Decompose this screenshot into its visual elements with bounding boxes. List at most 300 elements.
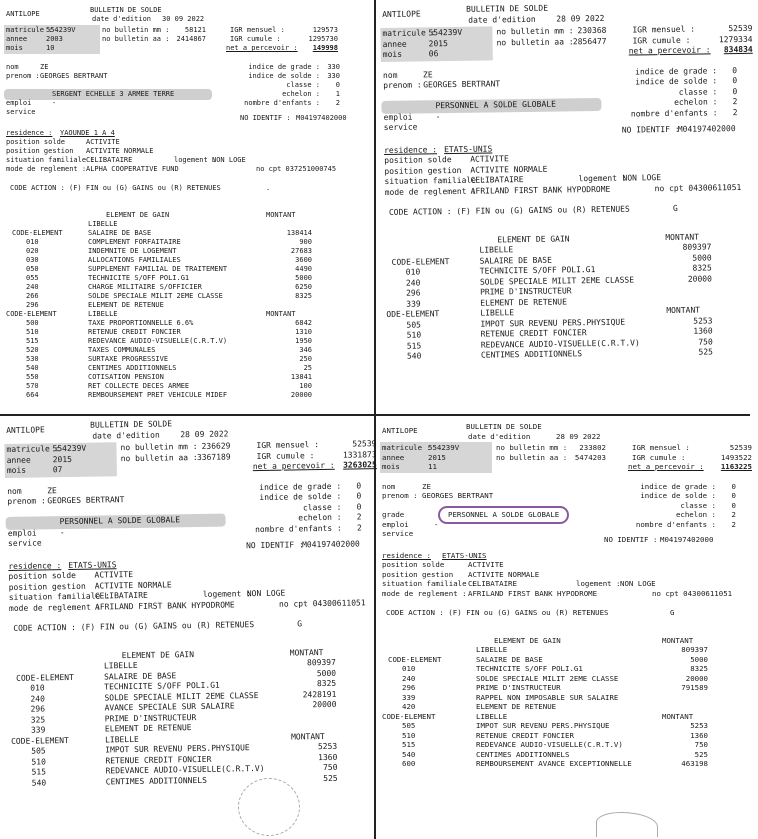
retenue-libelle: RET COLLECTE DECES ARMEE	[88, 382, 190, 390]
situation-value: CELIBATAIRE	[470, 175, 524, 185]
payslip-title: BULLETIN DE SOLDE	[466, 3, 549, 14]
code-action-suffix: G	[672, 203, 678, 213]
retenue-code: 510	[402, 730, 416, 740]
gain-libelle: SOLDE SPECIALE MILIT 2EME CLASSE	[479, 274, 635, 287]
gain-montant-header: MONTANT	[289, 647, 324, 658]
no-bulletin-aa-value: 2414867	[176, 35, 206, 43]
retenue-libelle: CENTIMES ADDITIONNELS	[88, 364, 177, 372]
nom-value: ZE	[422, 69, 433, 79]
reglement-label: mode de reglement :	[6, 165, 87, 173]
logement-value: NON LOGE	[620, 579, 656, 588]
retenue-code: 515	[406, 340, 422, 351]
gain-code: 296	[402, 683, 416, 692]
echelon-label: echelon :	[298, 512, 342, 523]
gain-amount: 20000	[685, 673, 708, 683]
nom-label: nom	[7, 486, 22, 496]
service-label: service	[7, 538, 42, 548]
gain-libelle: SALAIRE DE BASE	[479, 255, 552, 266]
annee-label: annee	[382, 39, 407, 49]
gain-libelle: COMPLEMENT FORFAITAIRE	[88, 238, 181, 246]
gain-amount: 20000	[687, 273, 712, 284]
echelon-value: 2	[356, 512, 362, 522]
no-bulletin-mm-value: 230368	[577, 25, 607, 36]
logement-label: logement :	[202, 589, 252, 599]
indice-solde-value: 0	[732, 76, 738, 86]
indice-grade-label: indice de grade :	[640, 481, 716, 491]
payslip-jun-2015	[380, 0, 752, 412]
retenue-libelle: REDEVANCE AUDIO-VISUELLE(C.R.T.V)	[105, 763, 265, 776]
retenue-code: 510	[406, 330, 422, 340]
no-bulletin-aa-label: no bulletin aa :	[496, 452, 568, 462]
igr-mensuel-label: IGR mensuel :	[256, 440, 320, 451]
gain-code: 240	[30, 693, 45, 704]
retenue-code-header: CODE-ELEMENT	[11, 735, 69, 746]
net-label: net a percevoir :	[628, 462, 704, 471]
gain-code: 050	[26, 265, 39, 273]
position-gestion-label: position gestion	[8, 581, 86, 592]
enfants-value: 2	[356, 522, 362, 532]
reglement-label: mode de reglement :	[382, 588, 467, 598]
gain-libelle: TECHNICITE S/OFF POLI.G1	[476, 664, 583, 673]
code-action: CODE ACTION : (F) FIN ou (G) GAINS ou (R) RETENUES	[13, 620, 255, 633]
emploi-value: -	[434, 519, 439, 529]
matricule-value: 554239V	[428, 443, 460, 452]
igr-mensuel-value: 52539	[728, 23, 753, 34]
indice-solde-label: indice de solde :	[640, 491, 716, 500]
situation-value: CELIBATAIRE	[94, 590, 148, 601]
residence-value: YAOUNDE 1 A 4	[60, 129, 115, 137]
grade-value: PERSONNEL A SOLDE GLOBALE	[59, 515, 181, 527]
classe-label: classe :	[678, 86, 718, 97]
retenue-amount: 750	[698, 336, 713, 347]
retenue-libelle: REDEVANCE AUDIO-VISUELLE(C.R.T.V)	[480, 337, 640, 350]
gain-header: ELEMENT DE GAIN	[497, 233, 570, 244]
gain-libelle: SALAIRE DE BASE	[104, 670, 177, 681]
indice-solde-label: indice de solde :	[635, 76, 718, 87]
retenue-amount: 5253	[693, 315, 713, 326]
retenue-code: 500	[26, 319, 39, 327]
indice-grade-value: 0	[732, 65, 738, 75]
edition-label: date d'edition	[468, 431, 531, 441]
gain-amount: 8325	[295, 292, 312, 300]
account-number: no cpt 04300611051	[278, 597, 366, 609]
retenue-code: 505	[406, 319, 422, 330]
igr-mensuel-value: 52539	[352, 439, 377, 449]
matricule-value: 554239V	[428, 27, 463, 38]
matricule-value: 554239V	[46, 26, 76, 34]
gain-libelle: AVANCE SPECIALE SUR SALAIRE	[104, 701, 235, 713]
indice-grade-label: indice de grade :	[635, 65, 718, 76]
gain-code: 339	[30, 725, 46, 735]
matricule-label: matricule :	[6, 444, 60, 454]
indice-grade-label: indice de grade :	[248, 63, 320, 71]
prenom-label: prenom :	[383, 80, 422, 90]
identif-label: NO IDENTIF :	[245, 540, 304, 551]
position-solde-label: position solde	[382, 560, 445, 569]
position-solde-label: position solde	[384, 155, 452, 165]
position-gestion-value: ACTIVITE NORMALE	[470, 164, 548, 175]
retenue-libelle-header: LIBELLE	[480, 308, 515, 318]
identif-label: NO IDENTIF :	[240, 114, 291, 122]
gain-amount: 5000	[295, 274, 312, 282]
gain-amount: 8325	[316, 678, 337, 689]
enfants-value: 2	[731, 519, 736, 529]
indice-solde-value: 330	[327, 72, 340, 80]
emploi-label: emploi	[6, 99, 32, 107]
identif-label: NO IDENTIF :	[604, 535, 658, 544]
gain-libelle: RAPPEL NON IMPOSABLE SUR SALAIRE	[476, 692, 619, 702]
igr-cumule-value: 1493522	[720, 452, 752, 462]
gain-amount: 8325	[690, 664, 708, 673]
retenue-libelle: REDEVANCE AUDIO-VISUELLE(C.R.T.V)	[476, 740, 623, 749]
code-action-suffix: G	[297, 619, 303, 629]
gain-code: 240	[402, 673, 416, 683]
retenue-amount: 13841	[290, 373, 312, 381]
account-number: no cpt 037251000745	[256, 165, 337, 173]
emploi-label: emploi	[7, 528, 37, 538]
retenue-libelle: CENTIMES ADDITIONNELS	[476, 749, 570, 759]
gain-code: 339	[402, 692, 416, 702]
gain-libelle: SUPPLEMENT FAMILIAL DE TRAITEMENT	[88, 265, 228, 273]
gain-code-header: CODE-ELEMENT	[391, 256, 450, 267]
igr-cumule-label: IGR cumule :	[230, 35, 281, 43]
annee-label: annee	[6, 35, 28, 43]
gain-libelle: SALAIRE DE BASE	[476, 654, 543, 664]
enfants-value: 2	[335, 99, 340, 107]
retenue-code-header: CODE-ELEMENT	[6, 310, 57, 318]
company-name: ANTILOPE	[6, 10, 40, 18]
prenom-value: GEORGES BERTRANT	[40, 72, 108, 80]
gain-code-header: CODE-ELEMENT	[16, 672, 74, 683]
gain-amount: 20000	[312, 699, 337, 710]
retenue-code: 664	[26, 391, 39, 399]
classe-value: 0	[732, 86, 738, 96]
position-gestion-value: ACTIVITE NORMALE	[94, 579, 172, 591]
identif-value: M04197402000	[296, 114, 347, 122]
retenue-amount: 100	[299, 382, 312, 390]
gain-header: ELEMENT DE GAIN	[106, 211, 170, 219]
retenue-code: 600	[402, 759, 416, 768]
identif-value: M04197402000	[301, 539, 360, 550]
gain-code: 420	[402, 702, 416, 711]
gain-code: 010	[402, 664, 416, 673]
gain-libelle-header: LIBELLE	[88, 220, 118, 228]
service-label: service	[383, 122, 418, 132]
indice-grade-label: indice de grade :	[259, 481, 342, 492]
no-bulletin-mm-value: 58121	[184, 26, 206, 34]
annee-value: 2015	[428, 452, 446, 462]
gain-code: 240	[26, 283, 39, 291]
reglement-value: ALPHA COOPERATIVE FUND	[86, 165, 179, 173]
retenue-amount: 1310	[295, 328, 312, 336]
position-gestion-value: ACTIVITE NORMALE	[468, 569, 540, 579]
grade-value: PERSONNEL A SOLDE GLOBALE	[438, 506, 569, 524]
retenue-code: 510	[26, 328, 39, 336]
gain-libelle: INDEMNITE DE LOGEMENT	[88, 247, 177, 255]
account-number: no cpt 04300611051	[652, 588, 733, 598]
igr-cumule-label: IGR cumule :	[256, 450, 315, 461]
gain-code: 010	[405, 267, 421, 277]
gain-amount: 5000	[692, 252, 712, 263]
gain-code: 296	[406, 288, 421, 298]
gain-amount: 6250	[295, 283, 312, 291]
edition-label: date d'edition	[92, 15, 152, 23]
igr-mensuel-label: IGR mensuel :	[230, 26, 285, 34]
retenue-amount: 6842	[295, 319, 312, 327]
situation-label: situation familiale :	[8, 591, 111, 602]
matricule-label: matricule :	[382, 443, 431, 452]
retenue-amount: 5253	[690, 721, 708, 730]
logement-label: logement :	[174, 156, 217, 164]
gain-code: 296	[30, 704, 46, 714]
gain-code: 020	[26, 247, 39, 255]
retenue-libelle: RETENUE CREDIT FONCIER	[480, 328, 587, 339]
retenue-libelle: IMPOT SUR REVENU PERS.PHYSIQUE	[476, 721, 610, 730]
retenue-montant-header: MONTANT	[266, 310, 296, 318]
company-name: ANTILOPE	[382, 9, 421, 19]
retenue-libelle: IMPOT SUR REVENU PERS.PHYSIQUE	[480, 317, 626, 329]
gain-amount: 791589	[681, 683, 708, 692]
retenue-code: 515	[31, 767, 47, 777]
classe-value: 0	[356, 501, 362, 511]
retenue-code: 540	[31, 777, 47, 788]
payslip-oct-2003	[4, 2, 370, 412]
retenue-code: 530	[26, 355, 39, 363]
emploi-label: emploi	[383, 112, 413, 122]
no-bulletin-aa-value: 3367189	[196, 451, 231, 462]
nom-label: nom	[382, 481, 396, 491]
gain-code-header: CODE-ELEMENT	[12, 229, 63, 237]
retenue-amount: 525	[698, 347, 713, 357]
mois-value: 07	[52, 465, 63, 475]
retenue-libelle: COTISATION PENSION	[88, 373, 164, 381]
retenue-code: 515	[402, 740, 416, 749]
montant-total: 809397	[682, 242, 712, 252]
enfants-label: nombre d'enfants :	[630, 107, 718, 119]
gain-code-header: CODE-ELEMENT	[388, 654, 442, 664]
no-bulletin-mm-label: no bulletin mm :	[120, 441, 198, 453]
indice-solde-value: 0	[731, 491, 736, 500]
code-action: CODE ACTION : (F) FIN ou (G) GAINS ou (R) RETENUES	[388, 204, 630, 217]
igr-mensuel-value: 129573	[312, 26, 338, 34]
edition-label: date d'edition	[468, 14, 536, 25]
emploi-value: -	[59, 527, 65, 537]
residence-label: residence :	[382, 550, 431, 560]
residence-label: residence :	[6, 129, 53, 137]
gain-montant-header: MONTANT	[662, 635, 694, 645]
logement-label: logement :	[578, 173, 627, 184]
indice-grade-value: 0	[731, 481, 736, 491]
retenue-header: ELEMENT DE RETENUE	[476, 702, 557, 711]
gain-amount: 5000	[316, 668, 337, 678]
gain-libelle: TECHNICITE S/OFF POLI.G1	[104, 680, 220, 692]
retenue-libelle: IMPOT SUR REVENU PERS.PHYSIQUE	[105, 743, 250, 755]
prenom-label: prenom :	[6, 72, 40, 80]
situation-label: situation familiale :	[382, 579, 476, 588]
retenue-montant-header: MONTANT	[662, 711, 694, 721]
retenue-libelle: RETENUE CREDIT FONCIER	[105, 754, 212, 765]
echelon-label: echelon :	[282, 90, 320, 98]
retenue-amount: 1360	[318, 752, 338, 762]
gain-amount: 2428191	[302, 689, 337, 699]
reglement-label: mode de reglement :	[8, 602, 101, 613]
residence-label: residence :	[8, 560, 62, 571]
matricule-label: matricule :	[382, 28, 436, 38]
retenue-code-header: ODE-ELEMENT	[386, 309, 440, 319]
mois-label: mois	[6, 465, 27, 475]
edition-date: 28 09 2022	[556, 13, 605, 24]
retenue-code-header: CODE-ELEMENT	[382, 711, 436, 721]
gain-libelle: SOLDE SPECIALE MILIT 2EME CLASSE	[104, 690, 259, 702]
gain-amount: 8325	[692, 263, 712, 273]
montant-total: 809397	[681, 645, 708, 654]
logement-value: NON LOGE	[622, 173, 662, 183]
enfants-label: nombre d'enfants :	[635, 519, 716, 529]
gain-code: 030	[26, 256, 39, 264]
igr-cumule-value: 1279334	[718, 34, 753, 44]
company-name: ANTILOPE	[6, 425, 45, 435]
retenue-code: 540	[402, 749, 416, 759]
retenue-libelle-header: LIBELLE	[104, 734, 139, 744]
mois-value: 11	[428, 462, 437, 471]
classe-label: classe :	[286, 81, 320, 89]
prenom-value: GEORGES BERTRANT	[422, 491, 494, 500]
service-label: service	[382, 529, 414, 538]
no-bulletin-mm-label: no bulletin mm :	[496, 26, 574, 37]
retenue-amount: 1950	[295, 337, 312, 345]
echelon-label: echelon :	[674, 97, 718, 107]
payslip-nov-2015	[380, 418, 752, 837]
grade-value: PERSONNEL A SOLDE GLOBALE	[435, 99, 556, 111]
retenue-libelle: RETENUE CREDIT FONCIER	[88, 328, 181, 336]
edition-date: 28 09 2022	[180, 428, 229, 439]
igr-cumule-label: IGR cumule :	[632, 452, 686, 462]
position-gestion-value: ACTIVITE NORMALE	[86, 147, 154, 155]
retenue-header: ELEMENT DE RETENUE	[480, 296, 567, 308]
retenue-libelle-header: LIBELLE	[476, 711, 508, 721]
gain-libelle: TECHNICITE S/OFF POLI.G1	[88, 274, 190, 282]
montant-total: 809397	[306, 657, 336, 668]
gain-code: 055	[26, 274, 39, 282]
gain-code: 339	[406, 298, 421, 309]
gain-header: ELEMENT DE GAIN	[121, 649, 195, 660]
retenue-code: 550	[26, 373, 39, 381]
gain-amount: 3600	[295, 256, 312, 264]
enfants-value: 2	[732, 107, 738, 117]
no-bulletin-mm-label: no bulletin mm :	[102, 26, 170, 34]
no-bulletin-aa-label: no bulletin aa :	[496, 36, 574, 47]
prenom-value: GEORGES BERTRANT	[47, 495, 125, 506]
igr-cumule-label: IGR cumule :	[632, 35, 691, 45]
retenue-libelle: RETENUE CREDIT FONCIER	[476, 730, 574, 740]
retenue-libelle: REDEVANCE AUDIO-VISUELLE(C.R.T.V)	[88, 337, 228, 345]
retenue-montant-header: MONTANT	[290, 731, 325, 742]
retenue-montant-header: MONTANT	[666, 305, 701, 316]
nom-value: ZE	[47, 485, 57, 495]
classe-value: 0	[335, 81, 340, 89]
retenue-amount: 525	[694, 749, 708, 759]
gain-code: 266	[26, 292, 39, 300]
no-bulletin-mm-label: no bulletin mm :	[496, 443, 568, 452]
gain-libelle-header: LIBELLE	[103, 660, 138, 671]
indice-solde-label: indice de solde :	[248, 72, 320, 80]
residence-value: ETATS-UNIS	[442, 550, 487, 560]
retenue-code: 505	[31, 746, 46, 756]
code-action: CODE ACTION : (F) FIN ou (G) GAINS ou (R) RETENUES	[386, 608, 609, 617]
retenue-amount: 750	[323, 762, 338, 773]
enfants-label: nombre d'enfants :	[255, 523, 342, 534]
payslip-title: BULLETIN DE SOLDE	[466, 422, 542, 431]
nom-label: nom	[6, 63, 19, 71]
echelon-value: 2	[731, 510, 736, 519]
no-bulletin-mm-value: 233802	[579, 443, 606, 452]
company-name: ANTILOPE	[382, 426, 418, 435]
retenue-header: ELEMENT DE RETENUE	[104, 723, 192, 734]
classe-label: classe :	[680, 500, 716, 510]
gain-libelle: PRIME D'INSTRUCTEUR	[104, 712, 197, 723]
payslip-title: BULLETIN DE SOLDE	[90, 419, 173, 430]
retenue-amount: 5253	[317, 741, 338, 752]
matricule-value: 554239V	[52, 443, 87, 454]
igr-mensuel-value: 52539	[729, 443, 752, 452]
grade-label: grade	[382, 510, 405, 519]
gain-amount: 138414	[286, 229, 312, 237]
prenom-label: prenom :	[7, 496, 46, 506]
net-value: 1163225	[720, 462, 752, 471]
position-gestion-label: position gestion	[382, 569, 454, 579]
situation-label: situation familiale :	[6, 156, 95, 164]
mois-value: 06	[428, 49, 439, 59]
classe-value: 0	[731, 500, 736, 510]
gain-libelle: SOLDE SPECIALE MILIT 2EME CLASSE	[88, 292, 223, 300]
position-solde-value: ACTIVITE	[470, 154, 509, 164]
emploi-value: -	[435, 111, 441, 121]
gain-header: ELEMENT DE GAIN	[494, 635, 561, 645]
retenue-amount: 463198	[681, 759, 708, 768]
net-label: net a percevoir :	[628, 45, 711, 56]
gain-libelle: PRIME D'INSTRUCTEUR	[476, 683, 561, 692]
position-solde-label: position solde	[6, 138, 66, 146]
echelon-value: 1	[335, 90, 340, 98]
net-value: 3263025	[342, 460, 377, 470]
igr-cumule-value: 1331873	[342, 449, 377, 460]
mois-label: mois	[6, 44, 23, 52]
retenue-amount: 525	[323, 773, 338, 783]
indice-grade-value: 330	[327, 63, 340, 71]
gain-libelle: ALLOCATIONS FAMILIALES	[88, 256, 181, 264]
echelon-value: 2	[732, 97, 738, 107]
gain-code: 010	[26, 238, 39, 246]
position-solde-value: ACTIVITE	[94, 569, 134, 580]
no-bulletin-aa-label: no bulletin aa :	[102, 35, 170, 43]
retenue-amount: 25	[303, 364, 312, 372]
official-seal-stamp	[238, 778, 300, 836]
gain-montant-header: MONTANT	[266, 211, 296, 219]
no-bulletin-aa-value: 5474203	[574, 452, 606, 462]
grade-value: SERGENT ECHELLE 3 ARMEE TERRE	[52, 90, 175, 98]
payslip-jul-2015	[4, 412, 377, 837]
identif-label: NO IDENTIF :	[621, 124, 680, 135]
position-solde-label: position solde	[8, 570, 76, 581]
logement-value: NON LOGE	[212, 156, 246, 164]
gain-libelle: TECHNICITE S/OFF POLI.G1	[479, 265, 596, 276]
retenue-libelle: SURTAXE PROGRESSIVE	[88, 355, 169, 363]
retenue-libelle: TAXE PROPORTIONNELLE 6.6%	[88, 319, 194, 327]
retenue-code: 540	[26, 364, 39, 372]
igr-mensuel-label: IGR mensuel :	[632, 443, 690, 452]
gain-montant-header: MONTANT	[665, 232, 700, 242]
mois-label: mois	[382, 49, 403, 59]
